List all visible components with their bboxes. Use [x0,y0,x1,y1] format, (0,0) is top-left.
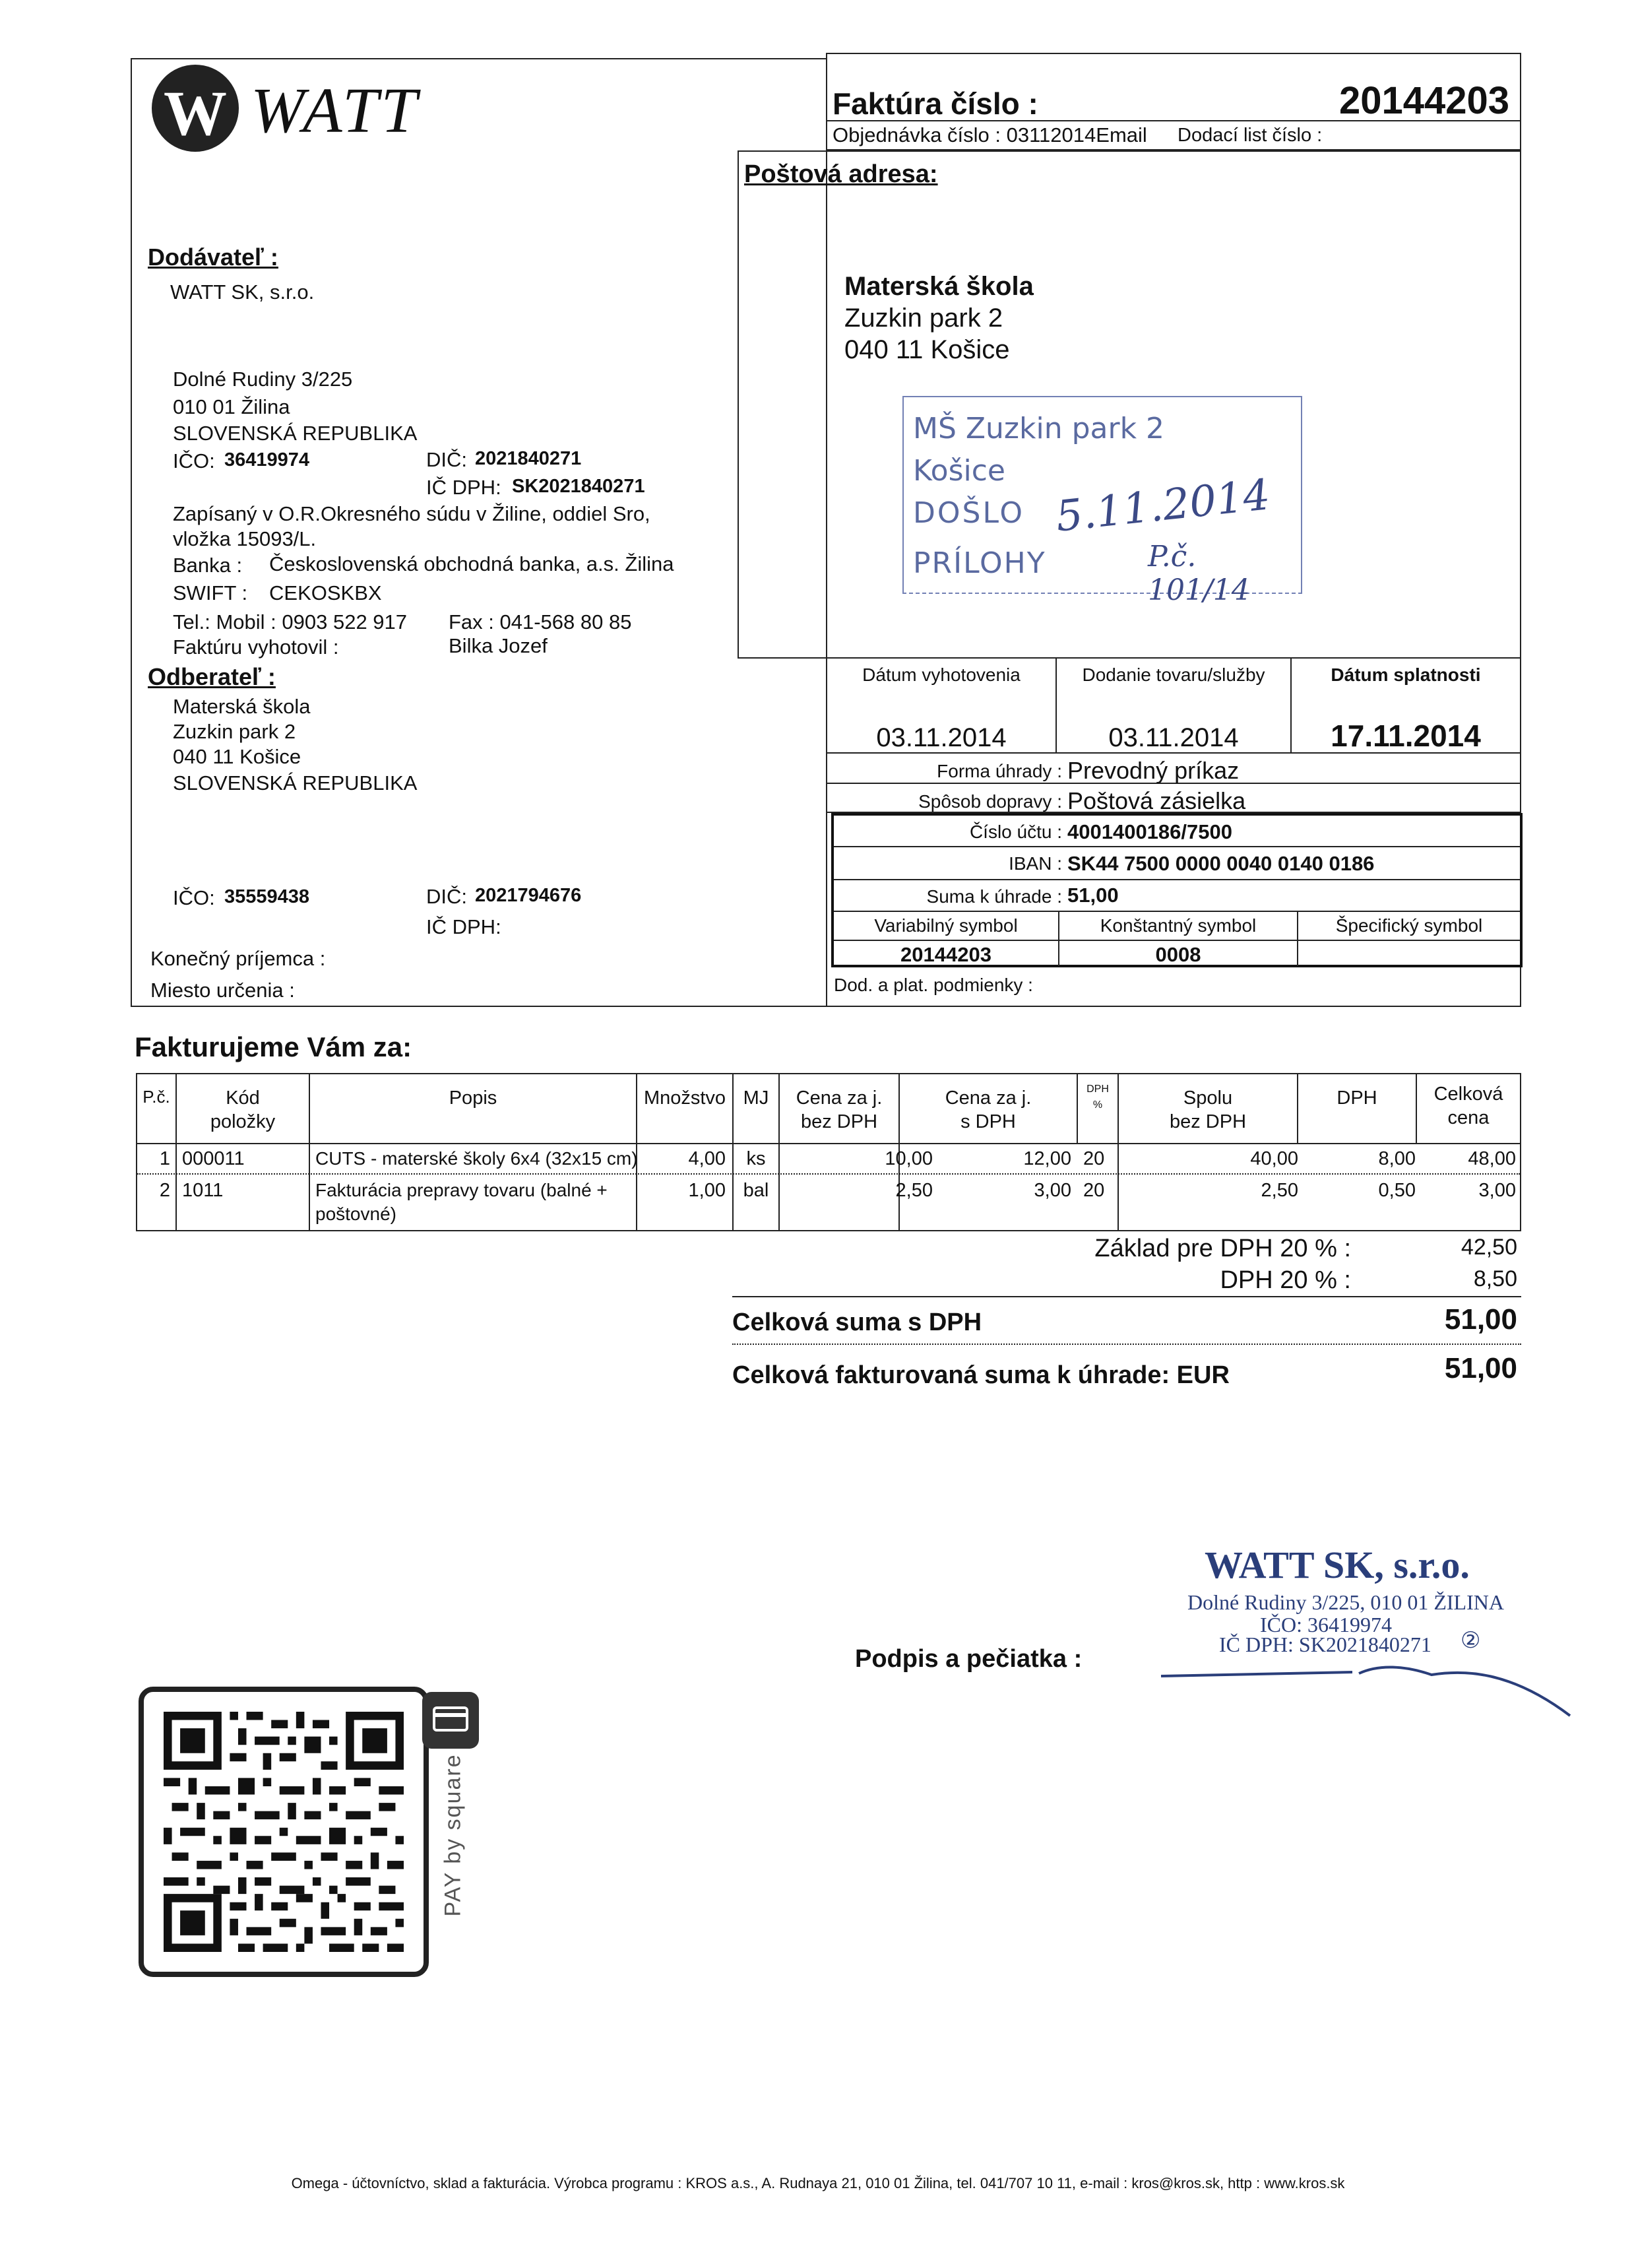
th-price-1: Cena za j. [796,1087,883,1109]
th-code-2: položky [210,1111,276,1132]
row1-desc: CUTS - materské školy 6x4 (32x15 cm) [315,1148,638,1169]
card-icon [422,1692,479,1749]
row2-vat: 0,50 [1378,1180,1416,1201]
supplier-register-1: Zapísaný v O.R.Okresného súdu v Žiline, oddiel Sro, [173,502,650,525]
vat-amount: 8,50 [1473,1266,1517,1291]
footer: Omega - účtovníctvo, sklad a fakturácia. Výrobca programu : KROS a.s., A. Rudnaya 21, 010 01 Žilina, tel. 041/707 10 11, e-mail : kros@kros.sk, http : www.kros.sk [291,2175,1345,2191]
table-row-line [137,1173,1520,1175]
variable-symbol: 20144203 [900,943,991,966]
iban: SK44 7500 0000 0040 0140 0186 [1067,852,1375,875]
card-icon-shape [433,1706,468,1732]
specific-symbol-label: Špecifický symbol [1335,915,1483,936]
vat-base: 42,50 [1461,1235,1517,1260]
qr-code [164,1712,404,1952]
customer-city: 040 11 Košice [173,745,301,768]
supplier-ico: 36419974 [224,449,310,470]
th-vat-rate-2: % [1092,1099,1103,1111]
row2-code: 1011 [182,1180,224,1201]
logo-emblem [152,65,239,152]
items-table [136,1073,1521,1231]
supplier-ico-label: IČO: [173,449,215,472]
stamp-company-name: WATT SK, s.r.o. [1205,1543,1470,1586]
row2-pc: 2 [159,1180,170,1201]
supplier-register-2: vložka 15093/L. [173,527,317,550]
row2-desc-1: Fakturácia prepravy tovaru (balné + [315,1180,608,1200]
constant-symbol-label: Konštantný symbol [1100,915,1257,936]
payment-method: Prevodný príkaz [1067,757,1240,784]
invoice-number-label: Faktúra číslo : [833,86,1038,121]
shipping-method: Poštová zásielka [1067,787,1246,814]
th-sum-1: Spolu [1183,1087,1233,1109]
bank-line-3 [834,911,1520,912]
table-header-line [137,1143,1520,1144]
gross-total-label: Celková suma s DPH [732,1309,982,1336]
issued-by: Bilka Jozef [449,634,548,657]
row1-pc: 1 [159,1148,170,1169]
supplier-tel: Tel.: Mobil : 0903 522 917 [173,610,408,633]
supplier-city: 010 01 Žilina [173,395,290,418]
sum-due-label: Suma k úhrade : [926,886,1062,907]
final-recipient-label: Konečný príjemca : [150,947,326,970]
row2-price: 2,50 [895,1180,933,1201]
vat-base-label: Základ pre DPH 20 % : [1094,1235,1351,1262]
account-label: Číslo účtu : [969,822,1062,842]
iban-label: IBAN : [1009,853,1062,874]
stamp-received-date: 5.11.2014 [1054,470,1273,542]
customer-dic-label: DIČ: [426,885,467,908]
th-vat-rate-1: DPH [1086,1084,1109,1095]
shipping-label: Spôsob dopravy : [918,791,1062,812]
supplier-bank-label: Banka : [173,554,243,577]
postal-city: 040 11 Košice [844,335,1010,364]
bank-line-4 [834,940,1520,941]
postal-address-label: Poštová adresa: [744,160,938,188]
supplier-icdph: SK2021840271 [512,476,645,497]
row1-vat: 8,00 [1378,1148,1416,1169]
bank-line-1 [834,846,1520,847]
received-stamp [902,396,1302,607]
row1-total: 48,00 [1468,1148,1516,1169]
customer-country: SLOVENSKÁ REPUBLIKA [173,771,418,794]
row1-price: 10,00 [885,1148,933,1169]
delivery-date-label: Dodanie tovaru/služby [1082,664,1265,685]
th-qty: Množstvo [643,1087,726,1109]
th-total-1: Celková [1433,1084,1503,1105]
row2-sum: 2,50 [1261,1180,1298,1201]
supplier-street: Dolné Rudiny 3/225 [173,368,353,391]
supplier-dic: 2021840271 [475,448,582,469]
row1-code: 000011 [182,1148,245,1169]
vat-amount-label: DPH 20 % : [1220,1266,1351,1294]
row1-qty: 4,00 [688,1148,726,1169]
supplier-label: Dodávateľ : [148,243,278,271]
th-desc: Popis [449,1087,497,1109]
postal-name: Materská škola [844,272,1034,301]
supplier-name: WATT SK, s.r.o. [170,280,315,304]
card-icon-stripe [433,1713,468,1717]
stamp-ref: P.č. 101/14 [1148,540,1250,607]
stamp-company-ico: IČO: 36419974 [1260,1613,1392,1636]
row2-desc-2: poštovné) [315,1204,396,1224]
customer-ico-label: IČO: [173,886,215,909]
th-pricev-2: s DPH [960,1111,1016,1132]
row1-price-vat: 12,00 [1023,1148,1071,1169]
th-code-1: Kód [226,1087,260,1109]
stamp-attachments: PRÍLOHY [913,546,1046,580]
terms-label: Dod. a plat. podmienky : [834,975,1033,995]
stamp-company-number: ② [1461,1629,1481,1653]
due-date: 17.11.2014 [1331,719,1481,753]
th-pc: P.č. [142,1087,170,1107]
gross-total: 51,00 [1444,1303,1517,1336]
stamp-line1: MŠ Zuzkin park 2 [913,412,1165,445]
payment-method-label: Forma úhrady : [937,761,1062,781]
row1-sum: 40,00 [1250,1148,1298,1169]
row2-vat-rate: 20 [1083,1180,1105,1201]
th-sum-2: bez DPH [1169,1111,1247,1132]
invoice-number: 20144203 [1339,79,1510,122]
supplier-icdph-label: IČ DPH: [426,476,501,499]
th-price-2: bez DPH [800,1111,878,1132]
bank-line-2 [834,879,1520,880]
supplier-swift: CEKOSKBX [269,581,382,604]
due-date-label: Dátum splatnosti [1331,664,1481,685]
supplier-swift-label: SWIFT : [173,581,248,604]
customer-street: Zuzkin park 2 [173,720,296,743]
customer-icdph-label: IČ DPH: [426,915,501,938]
logo-letter: W [164,78,227,148]
logo [152,65,420,157]
customer-dic: 2021794676 [475,885,582,906]
row2-unit: bal [743,1180,769,1201]
customer-name: Materská škola [173,695,311,718]
th-unit: MJ [743,1087,769,1109]
destination-label: Miesto určenia : [150,979,295,1002]
pay-by-square-label: PAY by square [440,1753,466,1917]
sum-due: 51,00 [1067,884,1119,907]
amount-due-label: Celková fakturovaná suma k úhrade: EUR [732,1361,1230,1389]
amount-due: 51,00 [1444,1352,1517,1384]
supplier-dic-label: DIČ: [426,448,467,471]
signature-stroke [1154,1656,1583,1729]
row1-unit: ks [746,1148,766,1169]
totals-line-2 [732,1344,1521,1345]
row2-total: 3,00 [1478,1180,1516,1201]
stamp-company-address: Dolné Rudiny 3/225, 010 01 ŽILINA [1187,1590,1504,1614]
totals-line-1 [732,1296,1521,1297]
issue-date-label: Dátum vyhotovenia [862,664,1021,685]
issue-date: 03.11.2014 [876,723,1007,752]
constant-symbol: 0008 [1155,943,1201,966]
logo-text: WATT [251,75,420,146]
th-total-2: cena [1447,1107,1490,1128]
company-stamp [1168,1543,1504,1675]
supplier-country: SLOVENSKÁ REPUBLIKA [173,422,418,445]
postal-street: Zuzkin park 2 [844,304,1003,333]
signature-label: Podpis a pečiatka : [855,1645,1083,1673]
supplier-bank: Československá obchodná banka, a.s. Žilina [269,552,674,575]
row2-qty: 1,00 [688,1180,726,1201]
row2-price-vat: 3,00 [1034,1180,1071,1201]
customer-label: Odberateľ : [148,663,276,690]
account-number: 4001400186/7500 [1067,820,1232,843]
customer-ico: 35559438 [224,886,310,907]
items-title: Fakturujeme Vám za: [135,1031,412,1062]
order-number: Objednávka číslo : 03112014Email [833,123,1147,146]
stamp-received: DOŠLO [913,496,1025,530]
th-pricev-1: Cena za j. [945,1087,1032,1109]
delivery-date: 03.11.2014 [1108,723,1239,752]
stamp-company-icdph: IČ DPH: SK2021840271 [1219,1633,1432,1656]
supplier-fax: Fax : 041-568 80 85 [449,610,632,633]
issued-by-label: Faktúru vyhotovil : [173,635,339,659]
variable-symbol-label: Variabilný symbol [874,915,1018,936]
row1-vat-rate: 20 [1083,1148,1105,1169]
th-vat: DPH [1337,1087,1377,1109]
delivery-note-label: Dodací list číslo : [1178,125,1323,146]
stamp-line2: Košice [913,454,1005,488]
